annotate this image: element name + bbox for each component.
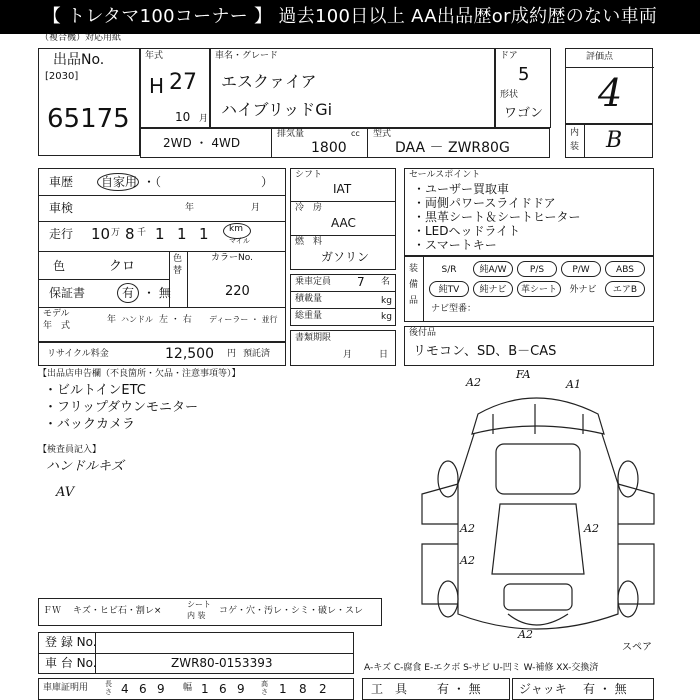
lot-box (38, 48, 140, 156)
equip-aw: 純A/W (473, 261, 513, 277)
equipment-label-2: 備 (409, 280, 419, 290)
sales-item-0: ・ユーザー買取車 (413, 182, 510, 196)
cert-hgt-1: 8 (299, 682, 307, 696)
sales-item-1: ・両側パワースライドドア (413, 196, 556, 210)
damage-legend: A-キズ C-腐食 E-エクボ S-サビ U-凹ミ W-補修 XX-交換済 (364, 663, 599, 673)
history-label: 車歴 (49, 175, 74, 189)
tools-value: 有 ・ 無 (437, 682, 481, 696)
banner-title: 【 トレタマ100コーナー 】 過去100日以上 AA出品歴or成約歴のない車両 (0, 0, 700, 34)
tools-box (362, 678, 510, 700)
mileage-unit-mile: マイル (229, 237, 250, 245)
cert-hgt-0: 1 (279, 682, 287, 696)
capacity-block (290, 274, 396, 326)
ac-value: AAC (331, 216, 356, 230)
jack-label: ジャッキ (519, 682, 567, 696)
model-label: 型式 (373, 129, 392, 139)
cert-wid-1: 6 (219, 682, 227, 696)
inspection-year-unit: 年 (185, 203, 195, 213)
year-month-unit: 月 (199, 114, 209, 124)
fuel-value: ガソリン (321, 250, 370, 264)
cert-wid-2: 9 (237, 682, 245, 696)
doors-box (495, 48, 551, 128)
registration-label: 登 録 No. (45, 635, 97, 649)
load-unit: kg (381, 296, 392, 306)
lot-number: 65175 (47, 104, 130, 134)
year-box (140, 48, 210, 128)
ac-label: 冷 房 (295, 203, 323, 213)
equipment-label-3: 品 (409, 296, 419, 306)
equipment-label-1: 装 (409, 264, 419, 274)
shift-label: シフト (295, 170, 323, 180)
equip-pw: P/W (561, 261, 601, 277)
fw-text: キズ・ヒビ石・割レ× (73, 606, 162, 616)
model-value: DAA － ZWR80G (395, 140, 510, 156)
handle-value: 左 ・ 右 (159, 315, 192, 325)
recycle-value: 12,500 (165, 346, 214, 362)
spare-label: スペア (622, 642, 652, 653)
year-era: H (149, 74, 165, 98)
car-diagram (408, 368, 663, 659)
shape-label: 形状 (500, 90, 519, 100)
interior-label-1: 内 (570, 128, 580, 138)
inspector-line2: AV (56, 485, 75, 500)
seller-note-0: ・ビルトインETC (44, 383, 146, 398)
equipment-block (404, 256, 654, 322)
cert-hgt-label: 高さ (261, 680, 268, 696)
cert-len-2: 9 (157, 682, 165, 696)
dmg-left-front-door: A2 (460, 522, 475, 535)
warranty-value: 有 (122, 286, 135, 300)
gross-label: 総重量 (295, 311, 323, 321)
doc-deadline-block (290, 330, 396, 366)
recycle-box (38, 342, 286, 366)
capacity-value: 7 (357, 275, 365, 289)
sales-item-2: ・黒革シート＆シートヒーター (413, 210, 581, 224)
aftermarket-value: リモコン、SD、B－CAS (413, 344, 557, 359)
equip-ps: P/S (517, 261, 557, 277)
seat-label-1: シート (187, 600, 211, 609)
color-value: クロ (109, 259, 136, 274)
history-block (38, 168, 286, 342)
seller-note-2: ・バックカメラ (44, 417, 136, 432)
inspector-label: 【検査員記入】 (38, 445, 102, 455)
recycle-unit: 円 (227, 349, 237, 359)
equip-airbag: エアB (605, 281, 645, 297)
chassis-label: 車 台 No. (45, 656, 97, 670)
sales-item-3: ・LEDヘッドライト (413, 224, 521, 238)
gross-unit: kg (381, 312, 392, 322)
seat-label-2: 内 装 (187, 611, 206, 620)
displacement-unit: cc (351, 129, 360, 138)
inspection-label: 車検 (49, 201, 74, 215)
cert-block (38, 678, 354, 700)
mileage-d1: 8 (125, 225, 135, 243)
auction-sheet (0, 34, 700, 700)
mileage-unit-km: km (229, 224, 243, 234)
equip-leather: 革シート (517, 281, 561, 297)
recycle-note: 預託済 (243, 349, 271, 359)
jack-box (512, 678, 654, 700)
cert-wid-label: 幅 (183, 683, 193, 693)
mileage-d2: 1 (155, 225, 165, 243)
mileage-label: 走行 (49, 227, 74, 241)
dmg-front-left: A2 (466, 376, 481, 389)
equip-ext-navi: 外ナビ (569, 285, 597, 295)
color-change-2: 替 (173, 266, 183, 276)
sales-label: セールスポイント (409, 170, 481, 180)
equip-navi: 純ナビ (473, 281, 513, 297)
interior-condition-row (38, 598, 382, 626)
color-no: 220 (225, 284, 250, 299)
aftermarket-label: 後付品 (409, 328, 437, 338)
mileage-man: 10 (91, 225, 111, 243)
doors-value: 5 (518, 64, 530, 85)
displacement-label: 排気量 (277, 129, 305, 139)
tools-label: 工 具 (371, 682, 408, 696)
model-change-year-unit: 年 (107, 315, 117, 325)
sales-item-4: ・スマートキー (413, 238, 497, 252)
recycle-label: リサイクル料金 (47, 349, 109, 359)
mileage-d3: 1 (177, 225, 187, 243)
color-label: 色 (53, 259, 66, 273)
header-note: （複合機）対応用紙 (40, 33, 122, 43)
shape-value: ワゴン (504, 106, 544, 121)
model-change-label-1: モデル (43, 309, 70, 319)
lot-label: 出品No. (53, 52, 105, 68)
seat-text: コゲ・穴・汚レ・シミ・破レ・スレ (219, 606, 364, 616)
history-close: ） (261, 175, 274, 189)
year-month: 10 (175, 110, 191, 124)
mileage-d1-unit: 千 (137, 228, 147, 238)
cert-hgt-2: 2 (319, 682, 327, 696)
doc-deadline-label: 書類期限 (295, 333, 332, 343)
equip-tv: 純TV (429, 281, 469, 297)
score-box (565, 48, 653, 124)
cert-len-label: 長さ (105, 680, 112, 696)
cert-len-1: 6 (139, 682, 147, 696)
cert-label: 車庫証明用 (43, 683, 89, 693)
doc-deadline-month: 月 (343, 350, 353, 360)
cert-len-0: 4 (121, 682, 129, 696)
mileage-d4: 1 (199, 225, 209, 243)
seller-notes-label: 【出品店申告欄（不良箇所・欠品・注意事項等）】 (38, 369, 241, 379)
dmg-left-rear-door: A2 (460, 554, 475, 567)
history-sep: ・（ (143, 175, 162, 189)
drive-value: 2WD ・ 4WD (163, 136, 241, 150)
navi-label: ナビ型番： (431, 304, 477, 314)
mileage-man-unit: 万 (111, 228, 121, 238)
jack-value: 有 ・ 無 (583, 682, 627, 696)
interior-value: B (606, 128, 623, 153)
interior-label-2: 装 (570, 142, 580, 152)
lot-small: [2030] (45, 71, 79, 82)
displacement-value: 1800 (311, 140, 347, 156)
aftermarket-block (404, 326, 654, 366)
car-outline (408, 374, 663, 659)
dealer-value: ディーラー ・ 並行 (209, 315, 278, 324)
dmg-rear: A2 (518, 628, 533, 641)
color-no-label: カラーNo. (211, 253, 253, 263)
spec-row (140, 128, 550, 158)
capacity-label: 乗車定員 (295, 277, 332, 287)
color-change-1: 色 (173, 254, 183, 264)
inspector-line1: ハンドルキズ (46, 459, 124, 474)
shift-value: IAT (333, 182, 352, 196)
chassis-value: ZWR80-0153393 (171, 656, 273, 670)
history-value: 自家用 (101, 175, 138, 189)
year-label: 年式 (145, 51, 164, 61)
car-grade: ハイブリッドGi (221, 100, 333, 119)
dmg-front: FA (516, 368, 531, 381)
capacity-unit: 名 (381, 277, 391, 287)
sales-block (404, 168, 654, 256)
warranty-label: 保証書 (49, 286, 86, 300)
car-label: 車名・グレード (215, 51, 279, 61)
cert-wid-0: 1 (201, 682, 209, 696)
interior-box (565, 124, 653, 158)
seller-note-1: ・フリップダウンモニター (44, 400, 199, 415)
dmg-right-door: A2 (584, 522, 599, 535)
shift-block (290, 168, 396, 270)
handle-label: ハンドル (121, 315, 153, 324)
model-change-label-2: 年 式 (43, 321, 71, 331)
load-label: 積載量 (295, 294, 323, 304)
fuel-label: 燃 料 (295, 237, 323, 247)
warranty-sep: ・ 無 (143, 286, 171, 300)
doors-label: ドア (500, 51, 518, 61)
equip-sr: S/R (441, 265, 457, 275)
score-value: 4 (598, 71, 623, 115)
doc-deadline-day: 日 (379, 350, 389, 360)
car-box (210, 48, 495, 128)
score-label: 評価点 (586, 52, 614, 62)
fw-label: ＦＷ (43, 606, 62, 616)
inspection-month-unit: 月 (251, 203, 261, 213)
year-value: 27 (169, 70, 197, 95)
dmg-front-right: A1 (566, 378, 581, 391)
registration-block (38, 632, 354, 674)
car-name: エスクァイア (221, 72, 317, 91)
equip-abs: ABS (605, 261, 645, 277)
